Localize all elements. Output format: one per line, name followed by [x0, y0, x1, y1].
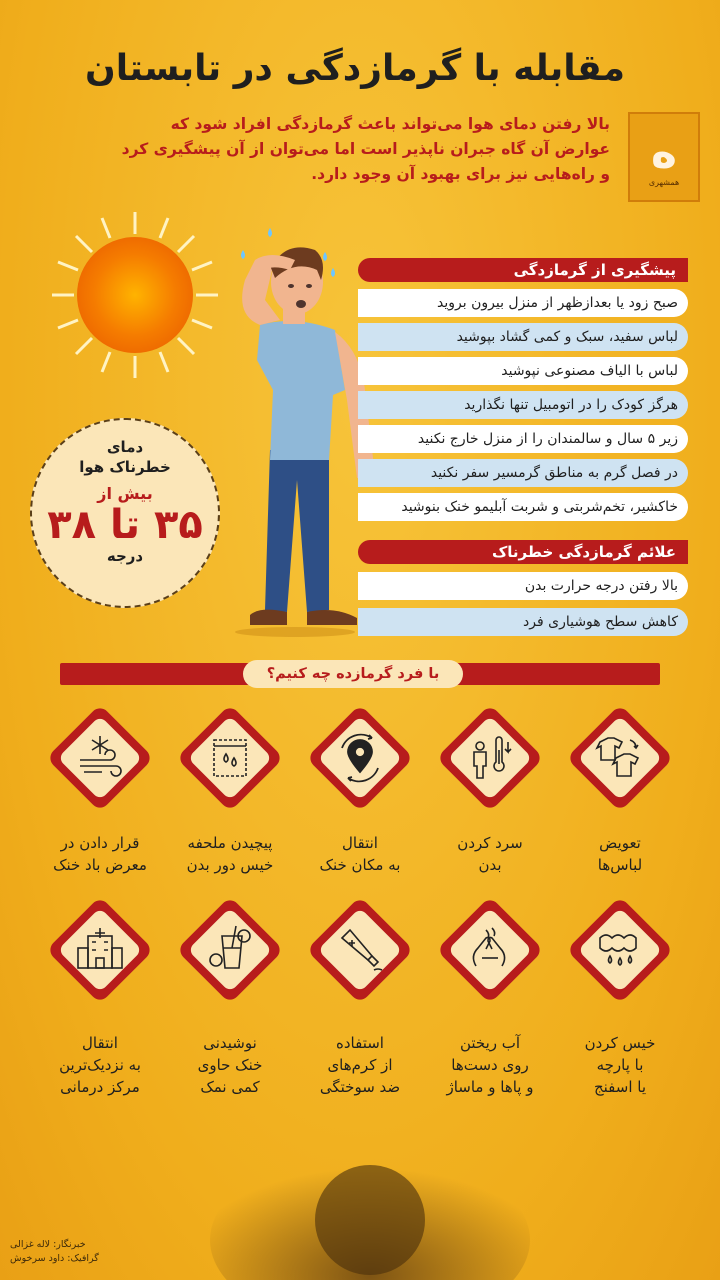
sponge-icon [570, 900, 670, 1000]
step-caption: پیچیدن ملحفه خیس دور بدن [186, 834, 274, 874]
head-silhouette-image [210, 1110, 530, 1280]
step-caption: آب ریختن روی دست‌ها و پاها و ماساژ [446, 1034, 534, 1096]
logo [628, 112, 700, 202]
danger-unit: درجه [106, 547, 144, 565]
drink-glass-icon [180, 900, 280, 1000]
thermometer-icon [440, 708, 540, 808]
danger-range: ۳۵ تا ۳۸ [47, 502, 203, 548]
hospital-icon [50, 900, 150, 1000]
prevention-item: لباس با الیاف مصنوعی نپوشید [358, 357, 688, 385]
danger-line1: دمای [106, 438, 144, 456]
sun-icon [50, 210, 220, 380]
prevention-item: لباس سفید، سبک و کمی گشاد بپوشید [358, 323, 688, 351]
step-caption: سرد کردن بدن [457, 834, 523, 874]
hands-water-icon [440, 900, 540, 1000]
page-title: مقابله با گرمازدگی در تابستان [85, 48, 625, 89]
step-caption: خیس کردن با پارچه یا اسفنج [584, 1034, 656, 1096]
prevention-title: پیشگیری از گرمازدگی [358, 258, 688, 282]
location-icon [310, 708, 410, 808]
intro-text: بالا رفتن دمای هوا می‌تواند باعث گرمازدگی افراد شود که عوارض آن گاه جبران ناپذیر است اما می‌توان از آن پیشگیری کرد و راه‌هایی نیز برای بهبود آن وجود دارد. [121, 115, 610, 183]
prevention-item: صبح زود یا بعدازظهر از منزل بیرون بروید [358, 289, 688, 317]
credits [10, 1238, 99, 1266]
logo-mark: ه [651, 126, 677, 178]
danger-line2: خطرناک هوا [79, 458, 171, 476]
step-caption: انتقال به نزدیک‌ترین مرکز درمانی [59, 1034, 141, 1096]
wind-snow-icon [50, 708, 150, 808]
step-caption: تعویض لباس‌ها [597, 834, 643, 874]
symptom-item: کاهش سطح هوشیاری فرد [358, 608, 688, 636]
credit-reporter: خبرنگار: لاله غزالی [10, 1239, 86, 1250]
credit-graphic: گرافیک: داود سرخوش [10, 1253, 99, 1264]
clothes-icon [570, 708, 670, 808]
cream-tube-icon [310, 900, 410, 1000]
prevention-item: زیر ۵ سال و سالمندان را از منزل خارج نکنید [358, 425, 688, 453]
prevention-item: در فصل گرم به مناطق گرمسیر سفر نکنید [358, 459, 688, 487]
what-to-do-title: با فرد گرمازده چه کنیم؟ [243, 660, 463, 688]
step-caption: انتقال به مکان خنک [319, 834, 401, 874]
prevention-item: خاکشیر، تخم‌شربتی و شربت آبلیمو خنک بنوشید [358, 493, 688, 521]
danger-temperature-badge [30, 418, 220, 608]
step-caption: نوشیدنی خنک حاوی کمی نمک [197, 1034, 263, 1096]
step-caption: قرار دادن در معرض باد خنک [53, 834, 147, 874]
symptom-item: بالا رفتن درجه حرارت بدن [358, 572, 688, 600]
wet-sheet-icon [180, 708, 280, 808]
danger-line3: بیش از [97, 484, 153, 503]
step-caption: استفاده از کرم‌های ضد سوختگی [319, 1034, 401, 1096]
symptoms-title: علائم گرمازدگی خطرناک [358, 540, 688, 564]
prevention-item: هرگز کودک را در اتومبیل تنها نگذارید [358, 391, 688, 419]
logo-name: همشهری [648, 177, 680, 187]
